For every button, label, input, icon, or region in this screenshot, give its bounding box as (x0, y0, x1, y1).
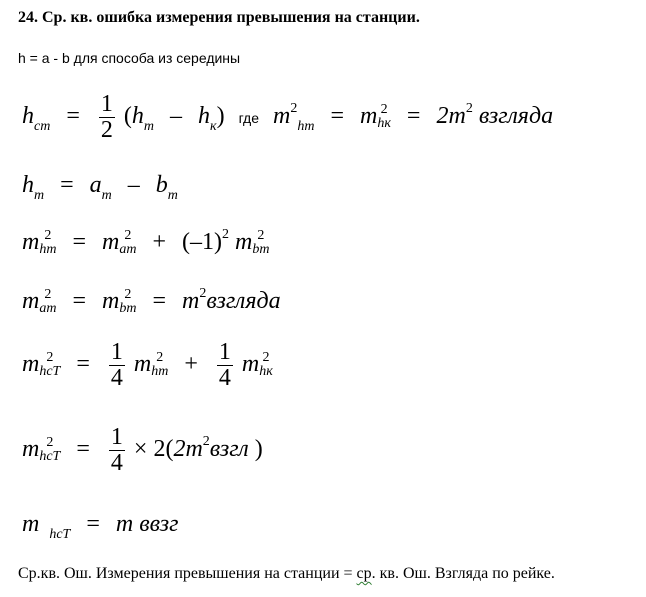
equals-sign: = (330, 103, 345, 130)
word: взгляда (206, 288, 281, 314)
sup-sub-stack (377, 103, 391, 131)
spellcheck-underlined-word: ср (356, 565, 372, 582)
sup-sub-stack (39, 229, 56, 257)
symbol: m (22, 351, 40, 378)
sup-sub-stack (252, 229, 269, 257)
denominator: 4 (218, 365, 231, 392)
sup-sub-stack (151, 351, 168, 379)
fraction (109, 340, 125, 391)
symbol: h (198, 103, 210, 130)
formula-m-ht (22, 228, 269, 257)
subscript: hcT (39, 449, 61, 465)
plus-sign: + (184, 351, 198, 378)
symbol: 2m (436, 103, 466, 130)
symbol: m (22, 288, 40, 314)
superscript: 2 (257, 228, 265, 243)
subscript: hcT (49, 527, 71, 542)
equals-sign: = (152, 288, 167, 314)
symbol: m (102, 229, 120, 255)
symbol: b (155, 172, 168, 198)
equals-sign: = (72, 288, 87, 314)
sup-sub-stack (119, 229, 136, 257)
subscript: к (210, 119, 217, 135)
equals-sign: = (76, 436, 90, 463)
symbol: m (102, 288, 120, 314)
subscript: aт (39, 301, 57, 316)
formula-h-t (22, 173, 178, 203)
formula-m-at (22, 287, 281, 316)
paren-open: ( (123, 103, 132, 130)
formula-m-hct-final (22, 512, 178, 542)
superscript: 2 (124, 287, 132, 302)
formula-m-hct-product (22, 425, 263, 476)
subscript: hк (259, 364, 273, 380)
number: 2 (153, 436, 166, 463)
intro-line: h = a - b для способа из середины (18, 50, 241, 66)
paren-close: ) (216, 103, 225, 130)
where-word: где (238, 110, 259, 127)
subscript: т (101, 188, 112, 203)
symbol: h (131, 103, 144, 130)
minus-sign: – (170, 103, 182, 130)
equals-sign: = (86, 511, 100, 537)
symbol: m (182, 288, 200, 314)
superscript: 2 (46, 435, 54, 451)
symbol: m (360, 103, 378, 130)
superscript: 2 (124, 228, 132, 243)
subscript: hт (151, 364, 169, 380)
superscript: 2 (465, 101, 473, 117)
fraction (99, 92, 115, 143)
subscript: cm (34, 119, 51, 135)
formula-m-hct-sum (22, 340, 273, 391)
sup-sub-stack (39, 436, 60, 464)
symbol: m (22, 229, 40, 255)
symbol: m (115, 511, 134, 537)
negative-one: (–1) (182, 229, 223, 255)
fraction (109, 425, 125, 476)
symbol: h (22, 172, 34, 198)
superscript: 2 (202, 434, 210, 450)
paren-open: ( (165, 436, 174, 463)
denominator: 4 (110, 450, 123, 477)
symbol: m (133, 351, 152, 378)
superscript: 2 (262, 350, 270, 366)
equals-sign: = (406, 103, 421, 130)
equals-sign: = (60, 172, 74, 198)
symbol: m (273, 103, 291, 130)
numerator: 1 (100, 91, 113, 117)
sup-sub-stack (39, 288, 56, 316)
subscript: т (143, 119, 154, 135)
section-title: 24. Ср. кв. ошибка измерения превышения на станции. (18, 9, 420, 26)
sup-sub-stack (119, 288, 136, 316)
symbol: 2m (173, 436, 203, 463)
symbol: a (89, 172, 102, 198)
word: взгляда (478, 103, 554, 130)
symbol: h (22, 103, 34, 130)
subscript: hcT (39, 364, 61, 380)
footer-text (18, 565, 555, 583)
superscript: 2 (222, 227, 230, 242)
subscript: hт (297, 119, 315, 135)
equals-sign: = (66, 103, 80, 130)
symbol: m (241, 351, 260, 378)
fraction (217, 340, 233, 391)
plus-sign: + (152, 229, 167, 255)
times-sign: × (133, 436, 148, 463)
symbol: m (22, 436, 40, 463)
subscript: т (34, 188, 45, 203)
superscript: 2 (44, 287, 52, 302)
footer-part: Ср.кв. Ош. Измерения превышения на станции = (18, 565, 357, 582)
superscript: 2 (46, 350, 54, 366)
denominator: 2 (100, 117, 113, 144)
subscript: т (167, 188, 178, 203)
superscript: 2 (44, 228, 52, 243)
denominator: 4 (110, 365, 123, 392)
equals-sign: = (72, 229, 87, 255)
numerator: 1 (110, 424, 123, 450)
superscript: 2 (156, 350, 164, 366)
word: ввзг (139, 511, 179, 537)
superscript: 2 (290, 101, 298, 117)
sup-sub-stack (259, 351, 273, 379)
subscript: hт (39, 242, 57, 257)
subscript: bт (252, 242, 270, 257)
word: взгл (209, 436, 249, 463)
subscript: hк (377, 116, 391, 132)
symbol: m (22, 511, 40, 537)
paren-close: ) (254, 436, 263, 463)
subscript: aт (119, 242, 137, 257)
footer-part: . кв. Ош. Взгляда по рейке. (371, 565, 555, 582)
superscript: 2 (199, 286, 207, 301)
numerator: 1 (218, 339, 231, 365)
subscript: bт (119, 301, 137, 316)
equals-sign: = (76, 351, 90, 378)
formula-h-station (22, 92, 553, 143)
symbol: m (235, 229, 253, 255)
minus-sign: – (127, 172, 140, 198)
sup-sub-stack (39, 351, 60, 379)
numerator: 1 (110, 339, 123, 365)
superscript: 2 (380, 102, 388, 118)
